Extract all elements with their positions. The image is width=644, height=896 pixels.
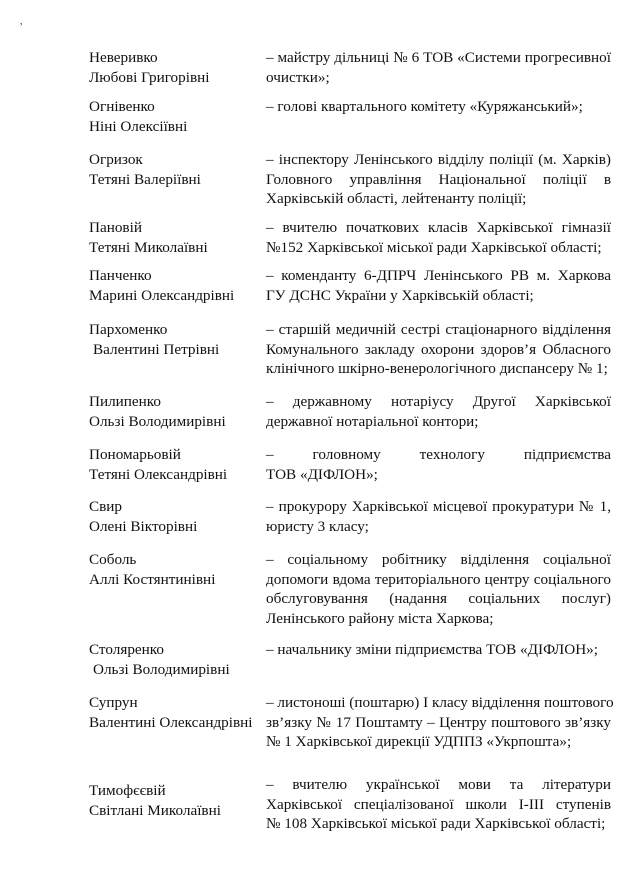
position-line: зв’язку № 17 Поштамту – Центру поштового зв’язку (266, 713, 611, 731)
recipient-position (266, 150, 611, 209)
recipient-given-names: Валентині Петрівні (93, 340, 220, 358)
recipient-surname: Панченко (89, 267, 152, 284)
position-line: обслуговування (надання соціальних послуг) (266, 590, 611, 607)
position-line: – соціальному робітнику відділення соціальної (266, 551, 611, 568)
recipient-position (266, 320, 611, 379)
recipient-name (89, 640, 259, 679)
recipient-given-names: Світлані Миколаївні (89, 801, 221, 819)
recipient-name (89, 97, 259, 136)
recipient-position (266, 218, 611, 257)
recipient-given-names: Олені Вікторівні (89, 517, 198, 535)
position-line: клінічного шкірно-венерологічного диспансеру № 1; (266, 360, 608, 377)
position-line: № 1 Харківської дирекції УДППЗ «Укрпошта»; (266, 733, 572, 750)
recipient-surname: Пархоменко (89, 321, 168, 338)
recipient-name (89, 497, 259, 536)
recipient-position (266, 445, 611, 484)
recipient-given-names: Ользі Володимирівні (89, 412, 226, 430)
position-line: допомоги вдома територіального центру соціального (266, 570, 611, 588)
position-line: – інспектору Ленінського відділу поліції (м. Харків) (266, 151, 611, 168)
recipient-given-names: Марині Олександрівні (89, 286, 235, 304)
recipient-position (266, 693, 614, 752)
position-line: – вчителю початкових класів Харківської гімназії (266, 219, 611, 236)
position-line: – державному нотаріусу Другої Харківської (266, 393, 611, 410)
position-line: – коменданту 6-ДПРЧ Ленінського РВ м. Харкова (266, 267, 611, 284)
recipient-surname: Пановій (89, 219, 142, 236)
recipient-surname: Соболь (89, 551, 137, 568)
recipient-position (266, 497, 611, 536)
position-line: Комунального закладу охорони здоров’я Обласного (266, 340, 611, 358)
position-line: Ленінського району міста Харкова; (266, 609, 494, 627)
position-line: – головному технологу підприємства (266, 446, 611, 463)
position-line: – майстру дільниці № 6 ТОВ «Системи прогресивної (266, 49, 611, 66)
recipient-name (89, 320, 259, 359)
recipient-given-names: Ніні Олексіївні (89, 117, 188, 135)
recipient-position (266, 97, 611, 117)
recipient-given-names: Валентині Олександрівні (89, 713, 253, 731)
recipient-name (89, 781, 259, 820)
recipient-name (89, 150, 259, 189)
position-line: Харківської спеціалізованої школи І-ІІІ ступенів (266, 795, 611, 813)
position-line: № 108 Харківської міської ради Харківської області; (266, 815, 606, 832)
recipient-name (89, 48, 259, 87)
recipient-name (89, 392, 259, 431)
position-line: – прокурору Харківської місцевої прокуратури № 1, (266, 498, 611, 515)
position-line: – начальнику зміни підприємства ТОВ «ДІФЛОН»; (266, 641, 598, 658)
recipient-position (266, 392, 611, 431)
recipient-given-names: Аллі Костянтинівні (89, 570, 216, 588)
position-line: – вчителю української мови та літератури (266, 776, 611, 793)
position-line: державної нотаріальної контори; (266, 412, 479, 430)
recipient-surname: Свир (89, 498, 123, 515)
recipient-surname: Столяренко (89, 641, 164, 658)
recipient-surname: Неверивко (89, 49, 158, 66)
position-line: №152 Харківської міської ради Харківської області; (266, 238, 602, 256)
recipient-name (89, 266, 259, 305)
recipient-name (89, 693, 259, 732)
recipient-name (89, 445, 259, 484)
recipient-given-names: Ользі Володимирівні (93, 660, 230, 678)
recipient-surname: Пономарьовій (89, 446, 181, 463)
recipient-position (266, 550, 611, 628)
recipient-given-names: Тетяні Олександрівні (89, 465, 228, 483)
position-line: Головного управління Національної поліції в (266, 170, 611, 188)
recipient-given-names: Тетяні Миколаївні (89, 238, 208, 256)
recipient-given-names: Тетяні Валеріївні (89, 170, 201, 188)
recipient-given-names: Любові Григорівні (89, 68, 210, 86)
scan-speck: , (20, 16, 23, 27)
position-line: ТОВ «ДІФЛОН»; (266, 465, 378, 483)
recipient-position (266, 775, 611, 834)
recipient-name (89, 550, 259, 589)
recipient-position (266, 266, 611, 305)
recipient-surname: Огнівенко (89, 98, 155, 115)
recipient-surname: Супрун (89, 694, 138, 711)
position-line: – старшій медичній сестрі стаціонарного відділення (266, 321, 611, 338)
position-line: юристу 3 класу; (266, 517, 369, 535)
position-line: ГУ ДСНС України у Харківській області; (266, 286, 534, 304)
recipient-surname: Пилипенко (89, 393, 161, 410)
position-line: – листоноші (поштарю) І класу відділення поштового (266, 694, 614, 711)
recipient-surname: Огризок (89, 151, 143, 168)
position-line: – голові квартального комітету «Куряжанський»; (266, 98, 583, 115)
recipient-surname: Тимофєєвій (89, 782, 166, 799)
recipient-position (266, 48, 611, 87)
position-line: очистки»; (266, 68, 330, 86)
position-line: Харківській області, лейтенанту поліції; (266, 190, 527, 207)
recipient-position (266, 640, 611, 660)
recipient-name (89, 218, 259, 257)
